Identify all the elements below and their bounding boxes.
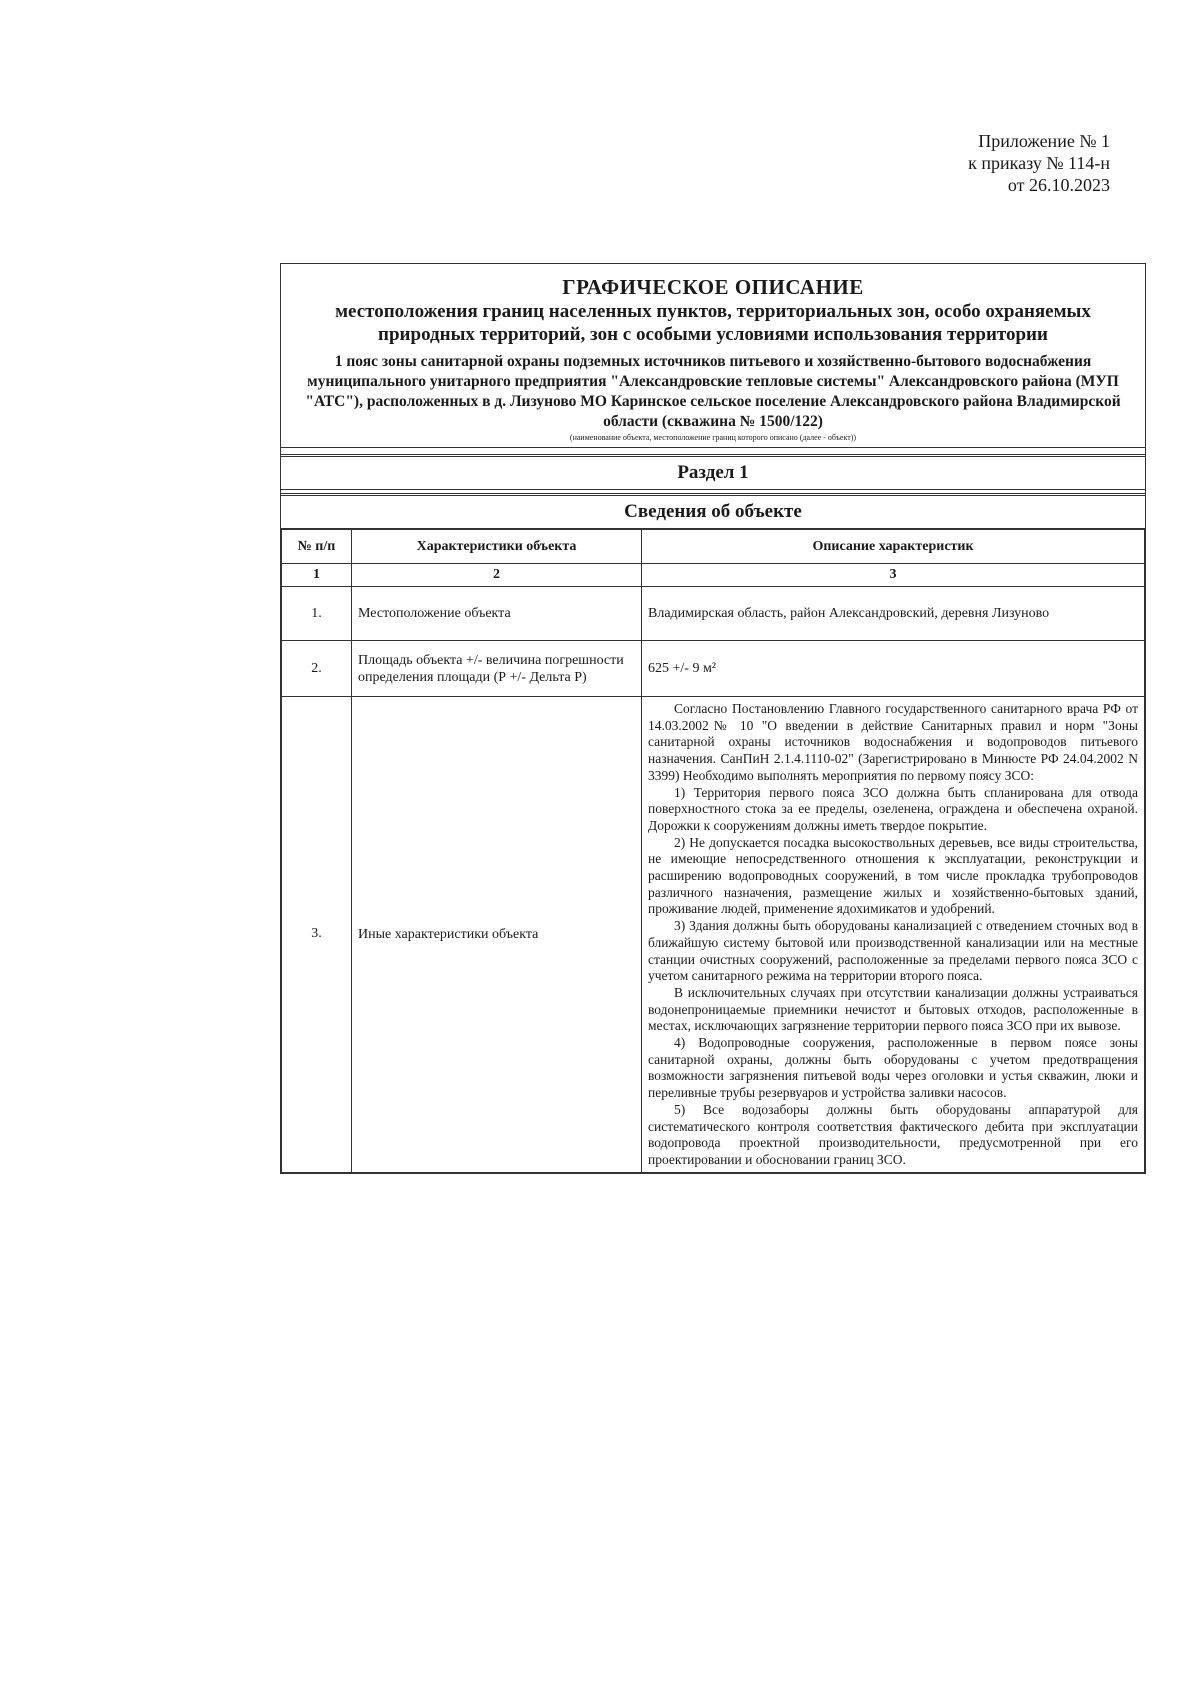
appendix-line-2: к приказу № 114-н	[968, 153, 1110, 173]
description-paragraph: 4) Водопроводные сооружения, расположенные в первом поясе зоны санитарной охраны, должны быть оборудованы с учетом предотвращения возможности загрязнения питьевой воды через оголовки и устья скважин, люки и переливные трубы резервуаров и устройства заливки насосов.	[648, 1035, 1138, 1101]
column-number: 2	[352, 564, 642, 587]
row-description	[642, 697, 1145, 1173]
column-number: 3	[642, 564, 1145, 587]
row-characteristic: Местоположение объекта	[352, 587, 642, 641]
object-name: 1 пояс зоны санитарной охраны подземных источников питьевого и хозяйственно-бытового водоснабжения муниципального унитарного предприятия "Александровские тепловые системы" Александровского района (МУП "АТС"), расположенных в д. Лизуново МО Каринское сельское поселение Александровского района Владимирской области (скважина № 1500/122)	[305, 353, 1121, 430]
document-title: ГРАФИЧЕСКОЕ ОПИСАНИЕ	[562, 275, 864, 299]
appendix-line-1: Приложение № 1	[978, 131, 1110, 151]
row-description: 625 +/- 9 м²	[642, 641, 1145, 697]
row-number: 2.	[282, 641, 352, 697]
header-description: Описание характеристик	[642, 530, 1145, 564]
row-description: Владимирская область, район Александровский, деревня Лизуново	[642, 587, 1145, 641]
object-caption: (наименование объекта, местоположение границ которого описано (далее - объект))	[569, 433, 857, 442]
document-frame	[280, 263, 1146, 1174]
table-header-row	[282, 530, 1145, 564]
description-paragraph: В исключительных случаях при отсутствии канализации должны устраиваться водонепроницаемые приемники нечистот и бытовых отходов, расположенные в местах, исключающих загрязнение территории первого пояса ЗСО при их вывозе.	[648, 984, 1138, 1034]
description-paragraph: 2) Не допускается посадка высокоствольных деревьев, все виды строительства, не имеющие непосредственного отношения к эксплуатации, реконструкции и расширению водопроводных сооружений, в том числе прокладка трубопроводов различного назначения, размещение жилых и хозяйственно-бытовых зданий, проживание людей, применение ядохимикатов и удобрений.	[648, 834, 1138, 917]
object-info-table	[281, 529, 1145, 1173]
appendix-line-3: от 26.10.2023	[1007, 175, 1110, 195]
description-paragraph: 3) Здания должны быть оборудованы канализацией с отведением сточных вод в ближайшую систему бытовой или производственной канализации или на местные станции очистных сооружений, расположенные за пределами первого пояса ЗСО с учетом санитарного режима на территории второго пояса.	[648, 918, 1138, 984]
description-paragraph: 5) Все водозаборы должны быть оборудованы аппаратурой для систематического контроля соответствия фактического дебита при эксплуатации водопровода проектной производительности, предусмотренной при его проектировании и обосновании границ ЗСО.	[648, 1101, 1138, 1167]
column-number-row	[282, 564, 1145, 587]
row-characteristic: Площадь объекта +/- величина погрешности определения площади (Р +/- Дельта Р)	[352, 641, 642, 697]
column-number: 1	[282, 564, 352, 587]
section-subtitle: Сведения об объекте	[281, 493, 1145, 529]
table-row	[282, 641, 1145, 697]
appendix-reference	[880, 130, 1110, 196]
description-paragraph: Согласно Постановлению Главного государственного санитарного врача РФ от 14.03.2002№ 10 "О введении в действие Санитарных правил и норм "Зоны санитарной охраны источников водоснабжения и водопроводов питьевого назначения. СанПиН 2.1.4.1110-02" (Зарегистрировано в Минюсте РФ 24.04.2002 N 3399) Необходимо выполнять мероприятия по первому поясу ЗСО:	[648, 701, 1138, 783]
header-number: № п/п	[282, 530, 352, 564]
document-subtitle: местоположения границ населенных пунктов, территориальных зон, особо охраняемых природных территорий, зон с особыми условиями использования территории	[335, 301, 1091, 345]
row-number: 3.	[282, 697, 352, 1173]
row-characteristic: Иные характеристики объекта	[352, 697, 642, 1173]
table-row	[282, 587, 1145, 641]
description-paragraph: 1) Территория первого пояса ЗСО должна быть спланирована для отвода поверхностного стока за ее пределы, озеленена, ограждена и обеспечена охраной. Дорожки к сооружениям должны иметь твердое покрытие.	[648, 784, 1138, 833]
section-title: Раздел 1	[281, 454, 1145, 490]
table-row	[282, 697, 1145, 1173]
row-number: 1.	[282, 587, 352, 641]
header-characteristic: Характеристики объекта	[352, 530, 642, 564]
document-header	[281, 264, 1145, 448]
